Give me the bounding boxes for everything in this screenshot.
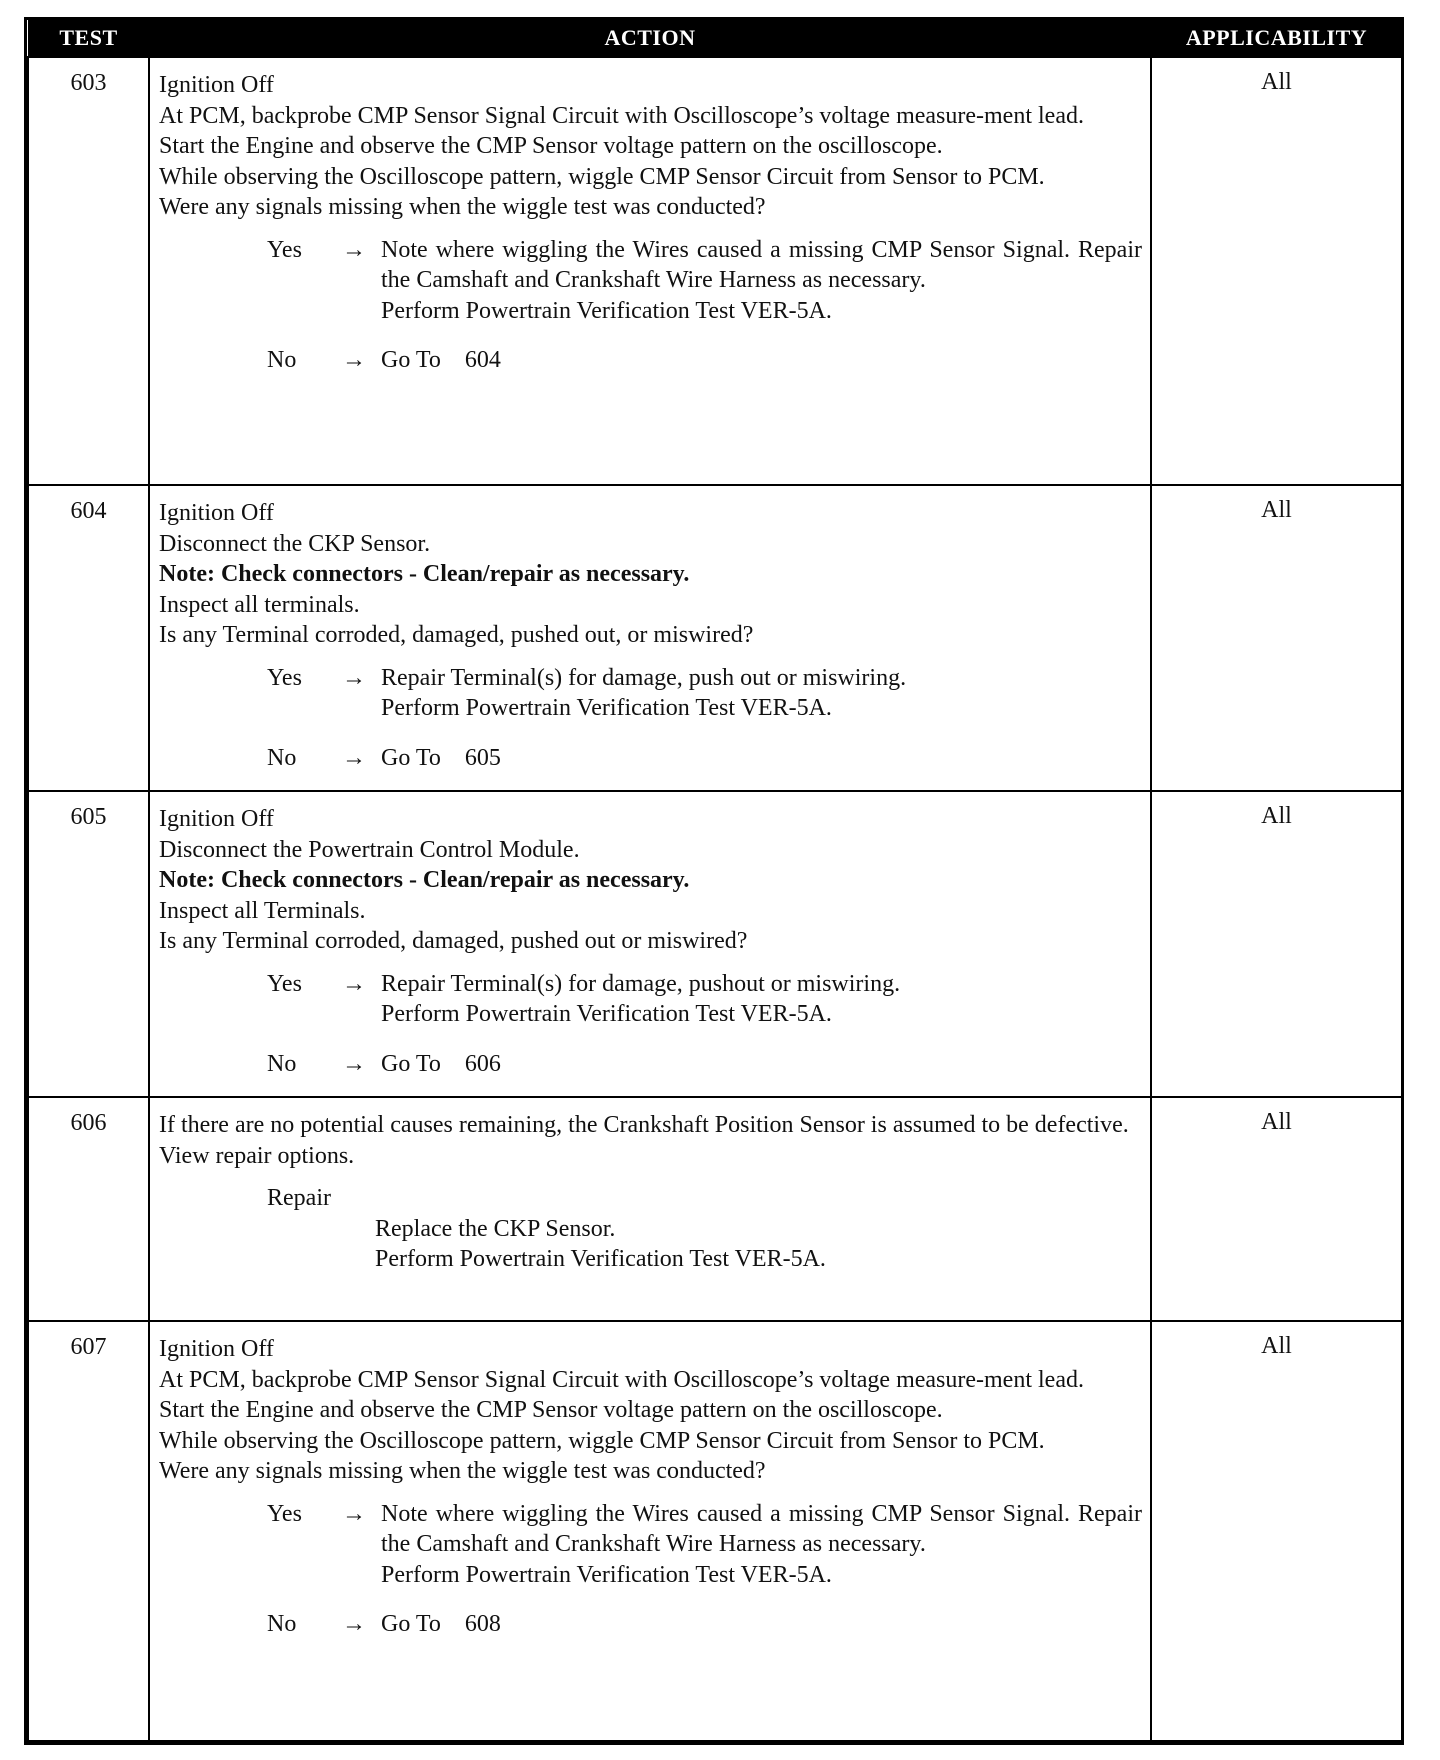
step-line: Were any signals missing when the wiggle test was conducted? — [159, 1458, 766, 1484]
goto-target: 606 — [464, 1050, 501, 1077]
step-line: At PCM, backprobe CMP Sensor Signal Circuit with Oscilloscope’s voltage measure-ment lead. — [159, 102, 1084, 129]
no-text — [381, 1049, 1142, 1080]
right-arrow-icon: → — [342, 236, 366, 263]
yes-line: Repair Terminal(s) for damage, pushout or miswiring. — [381, 970, 901, 997]
test-number: 605 — [28, 791, 149, 1097]
no-label: No — [267, 347, 297, 373]
yes-text — [381, 969, 1142, 1030]
yes-line: Perform Powertrain Verification Test VER-5A. — [381, 1561, 832, 1588]
step-line: Ignition Off — [159, 72, 274, 98]
no-label: No — [267, 1050, 297, 1077]
no-option — [267, 1049, 1142, 1080]
goto-target: 605 — [464, 744, 501, 771]
goto-target: 608 — [464, 1611, 501, 1637]
step-line: While observing the Oscilloscope pattern, wiggle CMP Sensor Circuit from Sensor to PCM. — [159, 1427, 1045, 1454]
step-line: Were any signals missing when the wiggle test was conducted? — [159, 194, 766, 220]
test-number: 607 — [28, 1321, 149, 1741]
step-line: Ignition Off — [159, 500, 274, 526]
step-line: Ignition Off — [159, 806, 274, 832]
test-row-604 — [28, 485, 1402, 791]
step-line: Is any Terminal corroded, damaged, pushed out, or miswired? — [159, 622, 754, 648]
yes-label: Yes — [267, 664, 302, 691]
step-line: At PCM, backprobe CMP Sensor Signal Circuit with Oscilloscope’s voltage measure-ment lead. — [159, 1366, 1084, 1393]
right-arrow-icon: → — [342, 1050, 366, 1077]
yes-option — [267, 969, 1142, 1030]
header-row — [28, 20, 1402, 57]
action-cell — [149, 1097, 1151, 1321]
repair-label: Repair — [267, 1185, 331, 1211]
applicability: All — [1151, 1321, 1402, 1741]
right-arrow-icon: → — [342, 1500, 366, 1527]
step-line: View repair options. — [159, 1142, 355, 1169]
header-action: ACTION — [149, 20, 1151, 57]
right-arrow-icon: → — [342, 744, 366, 771]
yes-text — [381, 1499, 1142, 1591]
step-line: While observing the Oscilloscope pattern, wiggle CMP Sensor Circuit from Sensor to PCM. — [159, 163, 1045, 190]
repair-line: Replace the CKP Sensor. — [375, 1215, 616, 1242]
test-row-607 — [28, 1321, 1402, 1741]
repair-steps — [375, 1214, 1142, 1275]
test-number: 603 — [28, 57, 149, 485]
step-line: Is any Terminal corroded, damaged, pushed out or miswired? — [159, 928, 748, 954]
applicability: All — [1151, 57, 1402, 485]
right-arrow-icon: → — [342, 1611, 366, 1637]
step-line: Disconnect the CKP Sensor. — [159, 530, 431, 557]
no-label: No — [267, 1611, 297, 1637]
action-cell — [149, 485, 1151, 791]
no-label: No — [267, 744, 297, 771]
test-row-603 — [28, 57, 1402, 485]
yes-line: Perform Powertrain Verification Test VER-5A. — [381, 297, 832, 324]
no-option — [267, 743, 1142, 774]
yes-line: Repair Terminal(s) for damage, push out or miswiring. — [381, 664, 907, 691]
yes-option — [267, 1499, 1142, 1591]
no-text — [381, 345, 1142, 376]
right-arrow-icon: → — [342, 664, 366, 691]
test-row-606 — [28, 1097, 1402, 1321]
applicability: All — [1151, 1097, 1402, 1321]
right-arrow-icon: → — [342, 347, 366, 373]
no-option — [267, 1609, 1142, 1640]
note-line: Note: Check connectors - Clean/repair as necessary. — [159, 867, 690, 893]
test-table — [27, 20, 1403, 1742]
options — [159, 969, 1142, 1080]
header-applicability: APPLICABILITY — [1151, 20, 1402, 57]
yes-label: Yes — [267, 1500, 302, 1527]
goto-label: Go To — [381, 1050, 441, 1077]
options — [159, 1499, 1142, 1640]
test-row-605 — [28, 791, 1402, 1097]
goto-label: Go To — [381, 744, 441, 771]
test-number: 604 — [28, 485, 149, 791]
yes-label: Yes — [267, 236, 302, 263]
right-arrow-icon: → — [342, 970, 366, 997]
note-line: Note: Check connectors - Clean/repair as necessary. — [159, 561, 690, 587]
no-option — [267, 345, 1142, 376]
test-number: 606 — [28, 1097, 149, 1321]
step-line: Inspect all Terminals. — [159, 897, 366, 924]
applicability: All — [1151, 791, 1402, 1097]
yes-option — [267, 663, 1142, 724]
yes-line: Perform Powertrain Verification Test VER-5A. — [381, 1001, 832, 1027]
options — [159, 235, 1142, 376]
yes-label: Yes — [267, 970, 302, 997]
goto-target: 604 — [464, 347, 501, 373]
action-cell — [149, 1321, 1151, 1741]
repair-options — [267, 1183, 1142, 1275]
no-text — [381, 743, 1142, 774]
goto-label: Go To — [381, 347, 441, 373]
yes-line: Note where wiggling the Wires caused a missing CMP Sensor Signal. Repair the Camshaft and Crankshaft Wire Harness as necessary. — [381, 236, 1142, 293]
diagnostic-test-table — [24, 17, 1404, 1745]
repair-line: Perform Powertrain Verification Test VER-5A. — [375, 1246, 826, 1272]
yes-option — [267, 235, 1142, 327]
action-cell — [149, 791, 1151, 1097]
step-line: Inspect all terminals. — [159, 591, 360, 618]
options — [159, 663, 1142, 774]
step-line: If there are no potential causes remaining, the Crankshaft Position Sensor is assumed to be defective. — [159, 1112, 1129, 1138]
action-cell — [149, 57, 1151, 485]
step-line: Start the Engine and observe the CMP Sensor voltage pattern on the oscilloscope. — [159, 133, 943, 159]
no-text — [381, 1609, 1142, 1640]
step-line: Start the Engine and observe the CMP Sensor voltage pattern on the oscilloscope. — [159, 1397, 943, 1423]
step-line: Disconnect the Powertrain Control Module. — [159, 836, 580, 863]
header-test: TEST — [28, 20, 149, 57]
goto-label: Go To — [381, 1611, 441, 1637]
yes-text — [381, 235, 1142, 327]
yes-text — [381, 663, 1142, 724]
applicability: All — [1151, 485, 1402, 791]
yes-line: Perform Powertrain Verification Test VER-5A. — [381, 695, 832, 721]
step-line: Ignition Off — [159, 1336, 274, 1362]
yes-line: Note where wiggling the Wires caused a missing CMP Sensor Signal. Repair the Camshaft and Crankshaft Wire Harness as necessary. — [381, 1500, 1142, 1557]
